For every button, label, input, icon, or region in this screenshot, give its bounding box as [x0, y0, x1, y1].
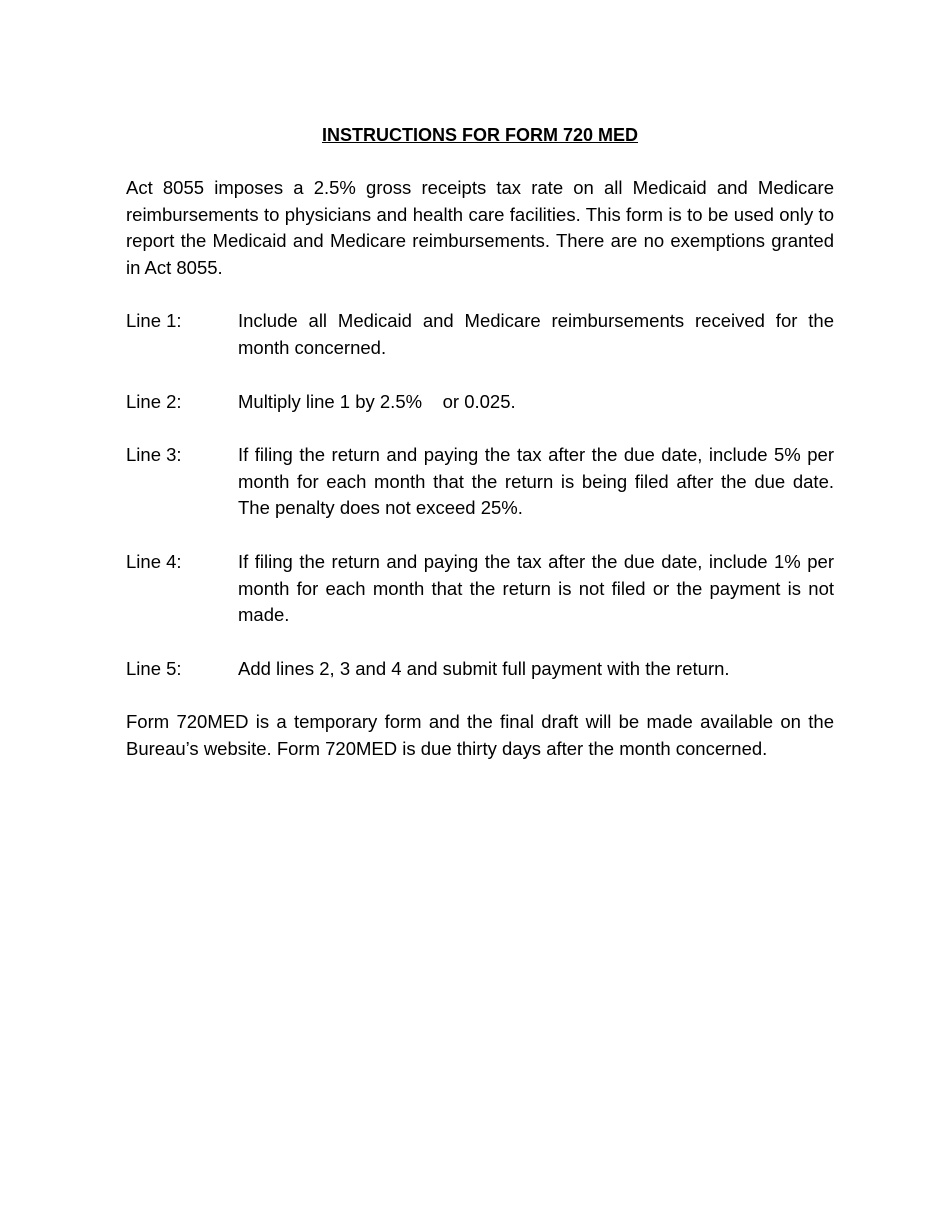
closing-paragraph: Form 720MED is a temporary form and the final draft will be made available on the Bureau’s website. Form 720MED is due thirty days after the month concerned. [126, 711, 834, 759]
line-label: Line 3: [126, 444, 182, 466]
line-item-1 [126, 308, 834, 361]
document-page [126, 122, 834, 763]
line-text: Multiply line 1 by 2.5% or 0.025. [238, 390, 516, 412]
line-item-5 [126, 656, 834, 683]
line-label: Line 1: [126, 310, 182, 332]
line-label: Line 4: [126, 550, 182, 572]
line-item-3 [126, 442, 834, 522]
line-label: Line 2: [126, 390, 182, 412]
line-text: Include all Medicaid and Medicare reimbursements received for the month concerned. [238, 310, 834, 358]
line-text: If filing the return and paying the tax after the due date, include 5% per month for each month that the return is being filed after the due date. The penalty does not exceed 25%. [238, 444, 834, 519]
line-item-4 [126, 549, 834, 629]
line-item-2 [126, 389, 834, 416]
line-text: Add lines 2, 3 and 4 and submit full payment with the return. [238, 657, 730, 679]
document-title: INSTRUCTIONS FOR FORM 720 MED [321, 125, 639, 145]
line-text: If filing the return and paying the tax after the due date, include 1% per month for each month that the return is not filed or the payment is not made. [238, 550, 834, 626]
line-label: Line 5: [126, 657, 182, 679]
intro-paragraph: Act 8055 imposes a 2.5% gross receipts tax rate on all Medicaid and Medicare reimbursements to physicians and health care facilities. This form is to be used only to report the Medicaid and Medicare reimbursements. There are no exemptions granted in Act 8055. [126, 177, 834, 278]
